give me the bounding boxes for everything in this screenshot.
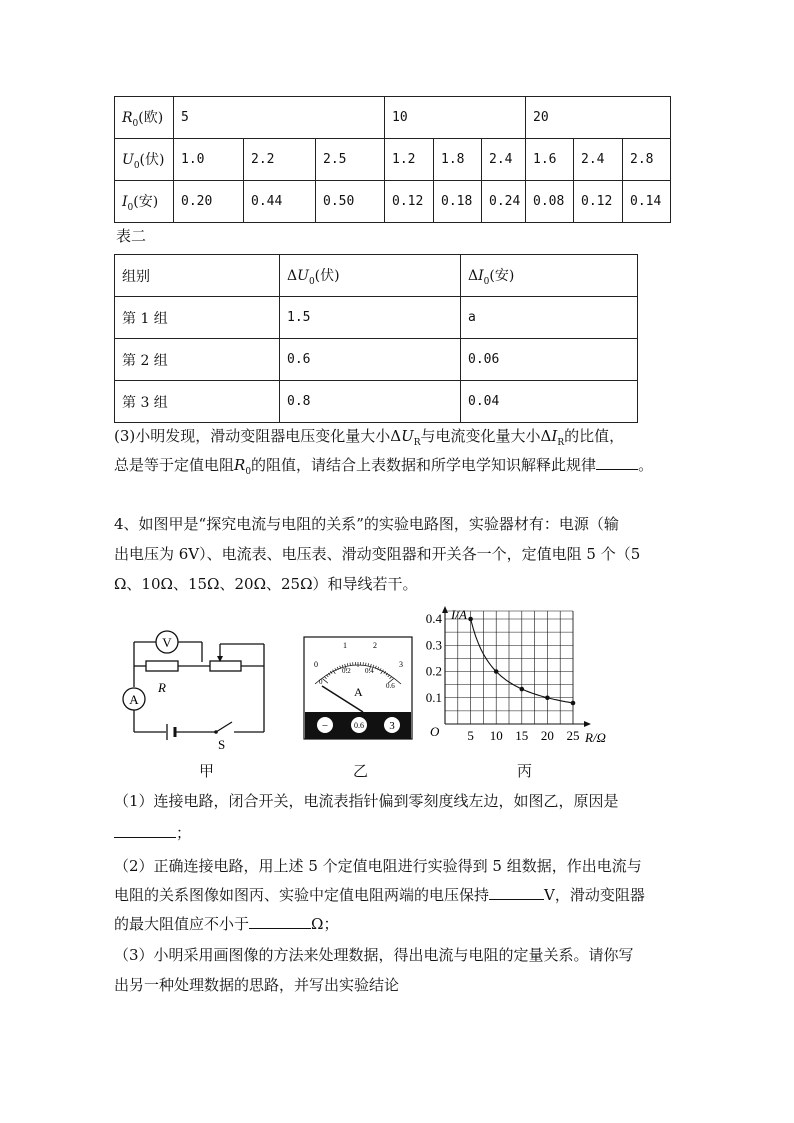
resistor-label: R [158,680,166,695]
svg-text:3: 3 [389,720,395,732]
top-scale-label: 2 [373,641,377,650]
top-scale-label: 3 [399,660,403,669]
figure-caption-bing: 丙 [517,762,533,780]
table-cell: 0.06 [461,339,638,381]
x-tick-label: 10 [489,728,503,743]
voltmeter [156,631,178,653]
table-cell: 0.24 [482,181,526,223]
row-label-r0: $R_0$(欧) [115,97,174,139]
svg-text:V: V [162,635,172,650]
table-cell: 0.44 [244,181,316,223]
table-header: $\Delta U_0$(伏) [280,255,461,297]
x-tick-label: 25 [566,728,580,743]
figure-caption-yi: 乙 [353,762,369,780]
row-label-i0: $I_0$(安) [115,181,174,223]
top-scale-label: 0 [314,660,318,669]
table-header: $\Delta I_0$(安) [461,255,638,297]
table-cell: 0.50 [316,181,385,223]
q3-line-2: 总是等于定值电阻$R_0$的阻值，请结合上表数据和所学电学知识解释此规律 。 [114,456,654,477]
answer-blank[interactable] [596,455,638,470]
x-tick-label: 5 [467,728,474,743]
q4-sub2-line-1: （2）正确连接电路，用上述 5 个定值电阻进行实验得到 5 组数据，作出电流与 [114,857,642,875]
table-cell: 2.4 [574,139,623,181]
x-tick-label: 15 [515,728,529,743]
y-tick-label: 0.2 [425,663,442,679]
q4-line-1: 4、如图甲是“探究电流与电阻的关系”的实验电路图，实验器材有：电源（输 [114,515,619,533]
bottom-scale-label: 0 [319,678,323,686]
table-cell: 第 3 组 [115,381,280,423]
table-cell: 1.8 [434,139,482,181]
ammeter-dial [303,636,413,740]
table-cell: 0.6 [280,339,461,381]
table-cell: 1.5 [280,297,461,339]
answer-blank[interactable] [489,885,544,900]
table-cell: 0.12 [574,181,623,223]
table-cell: 1.2 [385,139,434,181]
unit-label: A [354,685,363,699]
y-tick-label: 0.3 [425,637,442,653]
svg-text:−: − [321,720,329,732]
top-scale-label: 1 [343,641,347,650]
q4-line-2: 出电压为 6V）、电流表、电压表、滑动变阻器和开关各一个，定值电阻 5 个（5 [114,545,641,563]
table-cell: 0.8 [280,381,461,423]
svg-text:0.6: 0.6 [354,721,364,730]
q4-line-3: Ω、10Ω、15Ω、20Ω、25Ω）和导线若干。 [114,575,418,593]
table-row [115,297,638,339]
x-tick-label: 20 [540,728,554,743]
q4-sub3-line-1: （3）小明采用画图像的方法来处理数据，得出电流与电阻的定量关系。请你写 [114,946,634,964]
bottom-scale-label: 0.6 [386,682,395,690]
table-cell: 0.12 [385,181,434,223]
terminal-3 [384,717,400,733]
data-point [468,617,473,622]
table-cell: 0.14 [623,181,671,223]
table-cell: 2.5 [316,139,385,181]
data-point [520,687,525,692]
origin-label: O [430,724,440,739]
q4-sub2-line-3: 的最大阻值应不小于 Ω； [114,915,339,933]
table-cell: 1.0 [174,139,244,181]
data-table-1 [114,96,671,223]
terminal-0-6 [351,717,367,733]
q4-sub1-line-2: ； [114,819,191,848]
bottom-scale-label: 0.4 [365,667,374,675]
y-axis-arrow [442,606,448,613]
fixed-resistor [146,661,178,671]
table-cell: 0.08 [526,181,574,223]
bottom-scale-label: 0.2 [342,667,351,675]
x-axis-label: R/Ω [585,730,606,745]
rheostat [210,661,241,671]
table-cell: 0.04 [461,381,638,423]
data-point [545,695,550,700]
table-header: 组别 [115,255,280,297]
table-cell: 20 [526,97,671,139]
table-cell: 2.8 [623,139,671,181]
q4-sub2-line-2: 电阻的关系图像如图丙、实验中定值电阻两端的电压保持 V，滑动变阻器 [114,886,645,904]
q3-line-1: (3)小明发现，滑动变阻器电压变化量大小$\Delta U_R$与电流变化量大小$\Delta I_R$的比值， [114,427,625,448]
data-table-2 [114,254,638,423]
row-label-u0: $U_0$(伏) [115,139,174,181]
table-row [115,381,638,423]
switch-label: S [218,737,226,752]
answer-blank[interactable] [114,823,176,838]
table-cell: 5 [174,97,385,139]
table-cell: 0.20 [174,181,244,223]
table-cell: 2.4 [482,139,526,181]
x-axis-arrow [584,721,591,727]
answer-blank[interactable] [249,914,311,929]
table-cell: a [461,297,638,339]
y-axis-label: I/A [451,607,467,622]
q4-sub1-line-1: （1）连接电路，闭合开关，电流表指针偏到零刻度线左边，如图乙，原因是 [114,792,619,810]
y-tick-label: 0.4 [425,611,442,626]
table-cell: 第 1 组 [115,297,280,339]
chart-grid [445,611,573,724]
figure-caption-jia: 甲 [199,762,215,780]
table-row [115,339,638,381]
table-2-caption: 表二 [116,227,147,245]
chart-axes [442,606,591,727]
circuit-diagram [120,622,270,752]
table-cell: 1.6 [526,139,574,181]
switch-contact [214,730,218,734]
svg-text:A: A [129,692,139,707]
data-point [571,701,576,706]
q4-sub3-line-2: 出另一种处理数据的思路，并写出实验结论 [114,976,400,994]
y-tick-label: 0.1 [425,689,442,705]
table-cell: 10 [385,97,526,139]
table-cell: 0.18 [434,181,482,223]
data-point [494,669,499,674]
ammeter [123,688,145,710]
table-cell: 第 2 组 [115,339,280,381]
terminal-negative [317,717,333,733]
table-cell: 2.2 [244,139,316,181]
current-resistance-chart [425,605,618,753]
